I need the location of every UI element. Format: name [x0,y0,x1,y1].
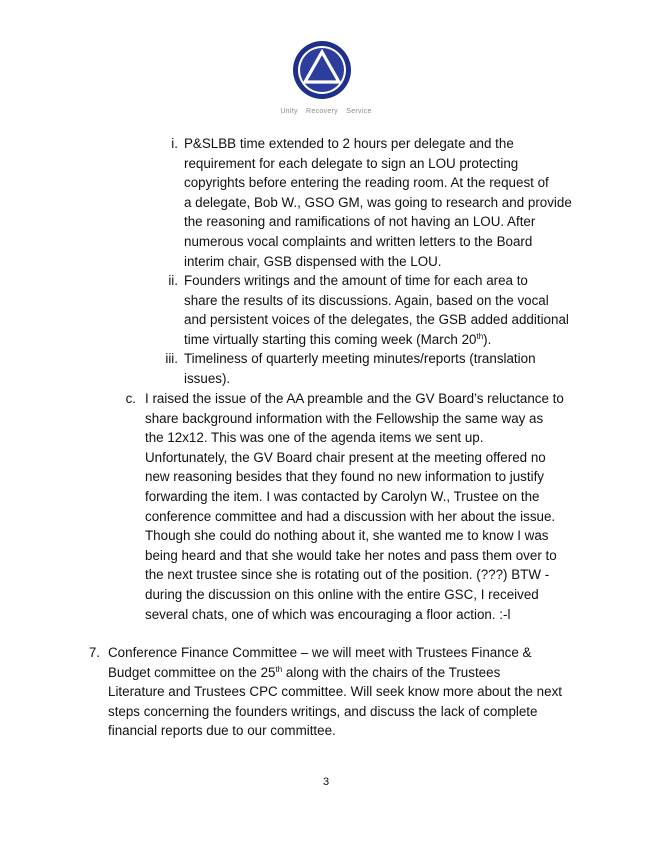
list-item-c [145,389,564,624]
list-item-iii [184,349,536,388]
text-line: a delegate, Bob W., GSO GM, was going to research and provide [184,194,572,210]
text-line: Though she could do nothing about it, she wanted me to know I was [145,528,549,544]
text-line: interim chair, GSB dispensed with the LOU. [184,253,442,269]
list-item-i [184,134,572,271]
text-line: share background information with the Fellowship the same way as [145,410,544,426]
list-marker: iii. [165,351,178,366]
list-marker: ii. [168,273,178,288]
text-line: and persistent voices of the delegates, the GSB added additional [184,312,569,328]
text-line: Unfortunately, the GV Board chair present at the meeting offered no [145,449,546,465]
text-line [108,663,562,683]
text-span: Budget committee on the 25 [108,664,276,680]
text-line: the 12x12. This was one of the agenda items we sent up. [145,430,484,446]
list-marker: 7. [88,645,100,660]
text-line [184,330,569,350]
superscript: th [275,664,283,674]
text-line: the next trustee since she is rotating out of the position. (???) BTW - [145,567,550,583]
text-line: the reasoning and ramifications of not having an LOU. After [184,214,536,230]
text-line: several chats, one of which was encouraging a floor action. :-l [145,606,511,622]
tagline-word: Recovery [306,108,338,115]
text-span: ). [483,331,492,347]
superscript: th [476,331,484,341]
text-line: I raised the issue of the AA preamble and the GV Board’s reluctance to [145,391,564,406]
text-line: numerous vocal complaints and written letters to the Board [184,233,533,249]
circle-triangle-logo [292,40,352,100]
text-line: issues). [184,370,231,386]
tagline-word: Unity [280,108,298,115]
text-span: along with the chairs of the Trustees [282,664,501,680]
list-marker: i. [171,136,178,151]
logo-tagline [0,108,652,115]
list-item-7 [108,643,562,741]
text-line: financial reports due to our committee. [108,723,336,739]
text-line: being heard and that she would take her notes and pass them over to [145,547,557,563]
text-line: copyrights before entering the reading room. At the request of [184,175,549,191]
text-line: Founders writings and the amount of time for each area to [184,273,528,288]
text-line: share the results of its discussions. Again, based on the vocal [184,292,549,308]
text-line: requirement for each delegate to sign an LOU protecting [184,155,519,171]
page-number: 3 [322,776,330,788]
text-line: during the discussion on this online with the entire GSC, I received [145,586,539,602]
text-line: steps concerning the founders writings, and discuss the lack of complete [108,703,538,719]
text-line: Conference Finance Committee – we will meet with Trustees Finance & [108,645,532,660]
text-line: conference committee and had a discussion with her about the issue. [145,508,556,524]
text-span: time virtually starting this coming week (March 20 [184,331,477,347]
text-line: Timeliness of quarterly meeting minutes/reports (translation [184,351,536,366]
text-line: P&SLBB time extended to 2 hours per delegate and the [184,136,514,151]
list-marker: c. [125,391,136,406]
tagline-word: Service [346,108,372,115]
text-line: forwarding the item. I was contacted by Carolyn W., Trustee on the [145,488,540,504]
text-line: new reasoning besides that they found no new information to justify [145,469,544,485]
text-line: Literature and Trustees CPC committee. Will seek know more about the next [108,684,562,700]
list-item-ii [184,271,569,349]
